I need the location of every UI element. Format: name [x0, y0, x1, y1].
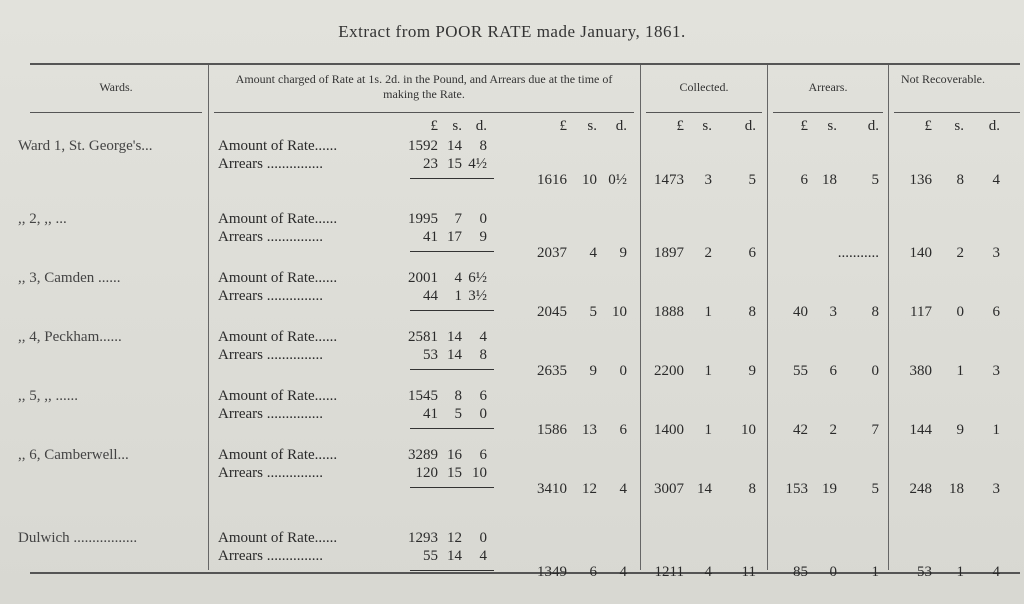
- rate-pence: 8: [479, 138, 487, 154]
- arr-pence: 1: [871, 564, 879, 580]
- total-shillings: 9: [589, 363, 597, 379]
- arrears-pounds: 55: [423, 548, 438, 564]
- ward-name: ,, 3, Camden ......: [18, 270, 121, 286]
- collected-pounds: 1473: [654, 172, 684, 188]
- notrec-pence: 3: [992, 481, 1000, 497]
- arr-pounds: 55: [793, 363, 808, 379]
- total-pence: 6: [619, 422, 627, 438]
- rate-shillings: 4: [454, 270, 462, 286]
- total-shillings: 6: [589, 564, 597, 580]
- header-wards: Wards.: [99, 80, 133, 94]
- arrears-shillings: 14: [447, 548, 462, 564]
- total-shillings: 12: [582, 481, 597, 497]
- rate-shillings: 14: [447, 329, 462, 345]
- rate-shillings: 7: [454, 211, 462, 227]
- arrears-pounds: 23: [423, 156, 438, 172]
- amount-of-rate-label: Amount of Rate......: [218, 211, 338, 227]
- sum-rule: [410, 251, 494, 252]
- total-pence: 10: [612, 304, 627, 320]
- notrec-shillings: 8: [956, 172, 964, 188]
- arrears-pence: 10: [472, 465, 487, 481]
- sum-rule: [410, 310, 494, 311]
- header-underline: [894, 112, 1020, 113]
- ward-name: Dulwich .................: [18, 530, 138, 546]
- unit-shilling: s.: [587, 118, 597, 134]
- arrears-shillings: 15: [447, 156, 462, 172]
- header-amount: Amount charged of Rate at 1s. 2d. in the Pound, and Arrears due at the time of making the Rate.: [235, 72, 613, 101]
- total-pounds: 2045: [537, 304, 567, 320]
- arr-pounds: 85: [793, 564, 808, 580]
- collected-pence: 5: [748, 172, 756, 188]
- unit-penny: d.: [867, 118, 879, 134]
- total-pence: 4: [619, 481, 627, 497]
- notrec-pence: 1: [992, 422, 1000, 438]
- rate-pounds: 1293: [408, 530, 438, 546]
- arrears-label: Arrears ...............: [218, 229, 323, 245]
- collected-pounds: 1897: [654, 245, 684, 261]
- total-shillings: 10: [582, 172, 597, 188]
- unit-shilling: s.: [702, 118, 712, 134]
- unit-penny: d.: [615, 118, 627, 134]
- notrec-pounds: 136: [909, 172, 932, 188]
- rate-pence: 6: [479, 447, 487, 463]
- rate-pounds: 2001: [408, 270, 438, 286]
- total-pounds: 3410: [537, 481, 567, 497]
- arrears-label: Arrears ...............: [218, 465, 323, 481]
- header-arrears: Arrears.: [808, 80, 848, 94]
- notrec-pounds: 53: [917, 564, 932, 580]
- arrears-label: Arrears ...............: [218, 156, 323, 172]
- arrears-label: Arrears ...............: [218, 288, 323, 304]
- arrears-label: Arrears ...............: [218, 406, 323, 422]
- rate-pence: 0: [479, 211, 487, 227]
- notrec-shillings: 1: [956, 564, 964, 580]
- notrec-shillings: 2: [956, 245, 964, 261]
- total-pounds: 1616: [537, 172, 567, 188]
- arr-pounds: 42: [793, 422, 808, 438]
- arr-pence: 5: [871, 172, 879, 188]
- arrears-shillings: 14: [447, 347, 462, 363]
- ward-name: ,, 5, ,, ......: [18, 388, 78, 404]
- notrec-shillings: 0: [956, 304, 964, 320]
- unit-shilling: s.: [954, 118, 964, 134]
- rate-shillings: 12: [447, 530, 462, 546]
- unit-pound: £: [676, 118, 684, 134]
- unit-shilling: s.: [827, 118, 837, 134]
- collected-pounds: 3007: [654, 481, 684, 497]
- rate-shillings: 16: [447, 447, 462, 463]
- arr-shillings: 6: [829, 363, 837, 379]
- col-divider: [208, 65, 209, 570]
- arr-shillings: 19: [822, 481, 837, 497]
- arrears-pence: 3½: [468, 288, 487, 304]
- header-underline: [214, 112, 634, 113]
- ward-name: ,, 2, ,, ...: [18, 211, 67, 227]
- unit-penny: d.: [475, 118, 487, 134]
- header-underline: [646, 112, 762, 113]
- arrears-pounds: 41: [423, 229, 438, 245]
- total-pence: 9: [619, 245, 627, 261]
- collected-pence: 11: [741, 564, 756, 580]
- page-title: Extract from POOR RATE made January, 1861.: [338, 22, 686, 41]
- arrears-shillings: 1: [454, 288, 462, 304]
- total-pence: 0½: [608, 172, 627, 188]
- arrears-pence: 8: [479, 347, 487, 363]
- notrec-pence: 4: [992, 172, 1000, 188]
- notrec-pounds: 248: [909, 481, 932, 497]
- collected-shillings: 1: [704, 363, 712, 379]
- notrec-pence: 6: [992, 304, 1000, 320]
- rate-pence: 0: [479, 530, 487, 546]
- top-rule: [30, 63, 1020, 65]
- arrears-pounds: 44: [423, 288, 438, 304]
- total-shillings: 5: [589, 304, 597, 320]
- notrec-pounds: 144: [909, 422, 932, 438]
- arrears-pence: 4: [479, 548, 487, 564]
- header-not-recoverable: Not Recoverable.: [901, 72, 985, 86]
- collected-pounds: 2200: [654, 363, 684, 379]
- rate-pence: 4: [479, 329, 487, 345]
- rate-pence: 6½: [468, 270, 487, 286]
- notrec-pounds: 140: [909, 245, 932, 261]
- collected-shillings: 3: [704, 172, 712, 188]
- unit-penny: d.: [988, 118, 1000, 134]
- unit-penny: d.: [744, 118, 756, 134]
- collected-pence: 8: [748, 481, 756, 497]
- arr-shillings: 3: [829, 304, 837, 320]
- collected-shillings: 1: [704, 304, 712, 320]
- arrears-shillings: 5: [454, 406, 462, 422]
- header-underline: [773, 112, 883, 113]
- arr-pounds: 6: [800, 172, 808, 188]
- collected-pence: 9: [748, 363, 756, 379]
- arrears-label: Arrears ...............: [218, 548, 323, 564]
- collected-shillings: 1: [704, 422, 712, 438]
- total-pounds: 2037: [537, 245, 567, 261]
- notrec-pounds: 117: [910, 304, 932, 320]
- arrears-pounds: 120: [415, 465, 438, 481]
- collected-pounds: 1400: [654, 422, 684, 438]
- rate-pounds: 2581: [408, 329, 438, 345]
- unit-pound: £: [430, 118, 438, 134]
- collected-shillings: 2: [704, 245, 712, 261]
- rate-shillings: 14: [447, 138, 462, 154]
- unit-pound: £: [924, 118, 932, 134]
- rate-shillings: 8: [454, 388, 462, 404]
- total-pence: 0: [619, 363, 627, 379]
- rate-pounds: 3289: [408, 447, 438, 463]
- rate-pounds: 1545: [408, 388, 438, 404]
- arrears-pence: 4½: [468, 156, 487, 172]
- sum-rule: [410, 570, 494, 571]
- amount-of-rate-label: Amount of Rate......: [218, 388, 338, 404]
- total-shillings: 13: [582, 422, 597, 438]
- notrec-shillings: 9: [956, 422, 964, 438]
- collected-pence: 6: [748, 245, 756, 261]
- amount-of-rate-label: Amount of Rate......: [218, 530, 338, 546]
- unit-pound: £: [559, 118, 567, 134]
- collected-shillings: 4: [704, 564, 712, 580]
- sum-rule: [410, 487, 494, 488]
- arr-pence: 5: [871, 481, 879, 497]
- notrec-pence: 4: [992, 564, 1000, 580]
- header-collected: Collected.: [679, 80, 729, 94]
- arr-pence: 7: [871, 422, 879, 438]
- arrears-shillings: 15: [447, 465, 462, 481]
- arrears-pounds: 41: [423, 406, 438, 422]
- ward-name: Ward 1, St. George's...: [18, 138, 153, 154]
- rate-pounds: 1592: [408, 138, 438, 154]
- notrec-pounds: 380: [909, 363, 932, 379]
- total-pounds: 1349: [537, 564, 567, 580]
- arrears-pounds: 53: [423, 347, 438, 363]
- unit-pound: £: [800, 118, 808, 134]
- arrears-pence: 0: [479, 406, 487, 422]
- arrears-label: Arrears ...............: [218, 347, 323, 363]
- sum-rule: [410, 178, 494, 179]
- collected-pounds: 1211: [654, 564, 684, 580]
- notrec-shillings: 18: [949, 481, 964, 497]
- notrec-pence: 3: [992, 363, 1000, 379]
- rate-pence: 6: [479, 388, 487, 404]
- arr-pence: 0: [871, 363, 879, 379]
- total-pounds: 2635: [537, 363, 567, 379]
- notrec-shillings: 1: [956, 363, 964, 379]
- arrears-blank: ...........: [837, 245, 879, 261]
- ward-name: ,, 6, Camberwell...: [18, 447, 129, 463]
- amount-of-rate-label: Amount of Rate......: [218, 329, 338, 345]
- total-pounds: 1586: [537, 422, 567, 438]
- arr-pounds: 153: [785, 481, 808, 497]
- arr-shillings: 0: [829, 564, 837, 580]
- unit-shilling: s.: [452, 118, 462, 134]
- total-shillings: 4: [589, 245, 597, 261]
- arrears-pence: 9: [479, 229, 487, 245]
- amount-of-rate-label: Amount of Rate......: [218, 138, 338, 154]
- sum-rule: [410, 428, 494, 429]
- arr-shillings: 2: [829, 422, 837, 438]
- notrec-pence: 3: [992, 245, 1000, 261]
- collected-pence: 10: [741, 422, 756, 438]
- ward-name: ,, 4, Peckham......: [18, 329, 122, 345]
- header-underline: [30, 112, 202, 113]
- sum-rule: [410, 369, 494, 370]
- amount-of-rate-label: Amount of Rate......: [218, 447, 338, 463]
- collected-shillings: 14: [697, 481, 712, 497]
- rate-pounds: 1995: [408, 211, 438, 227]
- collected-pounds: 1888: [654, 304, 684, 320]
- collected-pence: 8: [748, 304, 756, 320]
- arrears-shillings: 17: [447, 229, 462, 245]
- arr-pounds: 40: [793, 304, 808, 320]
- arr-pence: 8: [871, 304, 879, 320]
- total-pence: 4: [619, 564, 627, 580]
- arr-shillings: 18: [822, 172, 837, 188]
- amount-of-rate-label: Amount of Rate......: [218, 270, 338, 286]
